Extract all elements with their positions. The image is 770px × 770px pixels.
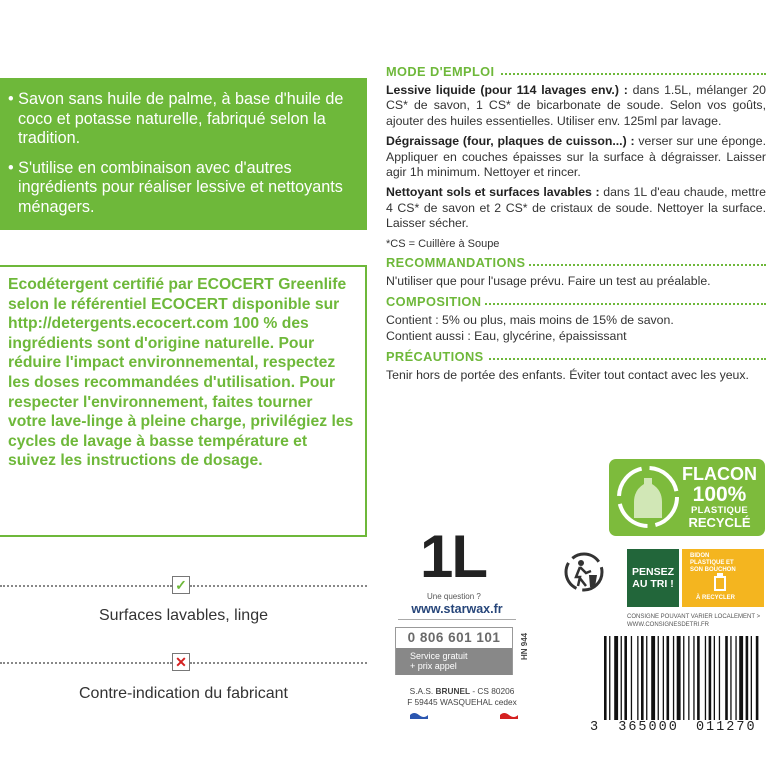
ecocert-text: Ecodétergent certifié par ECOCERT Greenlife selon le référentiel ECOCERT disponible sur http://detergents.ecocert.com 100 % des ingrédients sont d'origine naturelle. Pour réduire l'impact environnemental, respectez les doses recommandées d'utilisation. Pour respecter l'environnement, faites tourner votre lave-linge à pleine charge, privilégiez les cycles de lavage à basse température et suivez les instructions de dosage. [8,276,354,470]
service-info [396,648,512,675]
consigne-line-1: CONSIGNE POUVANT VARIER LOCALEMENT > [627,614,761,620]
recommandations-text: N'utiliser que pour l'usage prévu. Faire un test au préalable. [386,274,711,289]
ecocert-box [0,265,367,537]
footnote-cs: *CS = Cuillère à Soupe [386,237,500,250]
recycled-line-4: RECYCLÉ [688,515,751,530]
mode-emploi-title: MODE D'EMPLOI [386,64,766,81]
volume-label: 1L [420,523,487,590]
divider-left-2 [0,662,172,664]
bidon-text: BIDON PLASTIQUE ET SON BOUCHON [690,553,736,573]
check-icon: ✓ [172,576,190,594]
company-line-2: F 59445 WASQUEHAL cedex [407,697,517,707]
bottle-icon [712,573,728,591]
pensez-au-tri-badge: PENSEZ AU TRI ! [627,549,679,607]
company-address [397,686,527,708]
instruction-nettoyant: Nettoyant sols et surfaces lavables : dans 1L d'eau chaude, mettre 4 CS* de savon et 2 CS* de cristaux de soude. Nettoyer la surface. Laisser sécher. [386,185,766,231]
consigne-note [627,613,767,629]
company-line-1: S.A.S. BRUNEL - CS 80206 [409,686,515,696]
recycle-bottle-icon [615,464,681,530]
triman-icon [563,551,605,593]
recycled-line-1: FLACON [682,464,757,484]
consigne-line-2: WWW.CONSIGNESDETRI.FR [627,622,709,628]
divider-right-2 [190,662,367,664]
product-code: HN 944 [520,632,529,660]
features-panel [0,78,367,230]
divider-right-1 [190,585,367,587]
recommandations-title: RECOMMANDATIONS [386,255,766,272]
allowed-usage-text: Surfaces lavables, linge [99,607,268,624]
phone-number[interactable]: 0 806 601 101 [407,630,501,645]
instruction-degraissage: Dégraissage (four, plaques de cuisson...) : verser sur une éponge. Appliquer en couches épaisses sur la surface à dégraisser. Laisser agir 1h minimum. Nettoyer et rincer. [386,134,766,180]
divider-left-1 [0,585,172,587]
website-link[interactable]: www.starwax.fr [398,602,516,620]
composition-title: COMPOSITION [386,294,766,311]
cross-icon: ✕ [172,653,190,671]
composition-line-1: Contient : 5% ou plus, mais moins de 15% de savon. [386,313,674,328]
question-label: Une question ? [427,592,481,601]
feature-bullet-1: • Savon sans huile de palme, à base d'huile de coco et potasse naturelle, fabriqué selon la tradition. [8,90,344,147]
barcode-lead: 3 [590,720,600,735]
flag-right-icon [500,711,518,719]
flag-left-icon [410,711,428,719]
feature-bullet-2: • S'utilise en combinaison avec d'autres ingrédients pour réaliser lessive et nettoyants ménagers. [8,158,343,216]
instructions-column [386,64,766,389]
barcode-right: 011270 [695,720,757,735]
precautions-text: Tenir hors de portée des enfants. Éviter tout contact avec les yeux. [386,368,749,383]
barcode-number [590,720,762,735]
contra-indication-text: Contre-indication du fabricant [78,685,288,702]
a-recycler-text: À RECYCLER [696,595,736,601]
service-line-1: Service gratuit [410,651,468,661]
recycled-text [676,465,763,530]
precautions-title: PRÉCAUTIONS [386,349,766,366]
phone-box [395,627,513,675]
composition-line-2: Contient aussi : Eau, glycérine, épaississant [386,328,627,343]
barcode-left: 365000 [618,720,679,735]
bidon-badge [682,549,764,607]
service-line-2: + prix appel [410,661,457,671]
instruction-lessive: Lessive liquide (pour 114 lavages env.) : dans 1.5L, mélanger 20 CS* de savon, 1 CS* de bicarbonate de soude. Selon vos goûts, ajouter des huiles essentielles. Utiliser env. 125ml par lavage. [386,83,766,128]
recycled-line-2: 100% [692,483,747,506]
recycled-line-3: PLASTIQUE [690,505,749,516]
